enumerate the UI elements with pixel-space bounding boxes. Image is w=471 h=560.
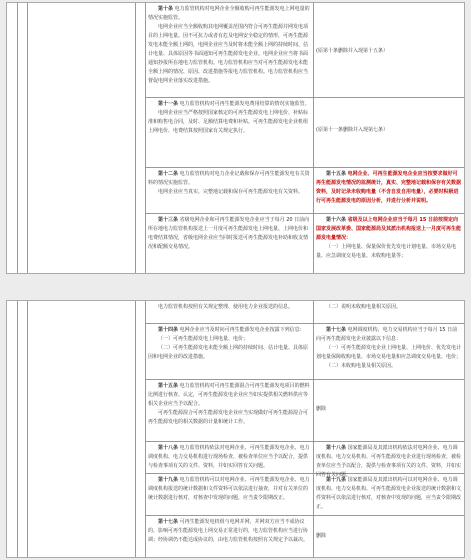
- table-cell: （二）说明未收购电量相关原因。: [326, 304, 402, 310]
- table-row: 第十三条 省级电网企业和可再生能源发电企业应当于每月 20 日前向所在地电力监管机构报送上一月度可再生能源发电上网电量、上网电价和电费结算情况，省级电网企业应当同时报送可再生能源发电补助和收支情况和配额交易情况。: [148, 217, 310, 250]
- table-row: 第十四条 电网企业应当及时向可再生能源发电企业按露下列信息： （一）可再生能源发电上网电量、电价； （二）可再生能源发电未能全额上网的持续时间、估计电量、具体原因和电网企业的改进措施。: [148, 327, 309, 360]
- table-cell: 第十七条 电网调度机构、电力交易机构应当于每月 15 日前向可再生能源发电企业披露以下信息： （一）可再生能源发电企业上网电量、上网电价、优先发电计划电量保障收购电量、市场交易电量和应急调度交易电量、电价； （二）未收购电量及相关原因。: [316, 327, 462, 369]
- table-row: 第十七条 可再生能源发电机组与电网并网，并网双方应当不成协议的，影响可再生能源发电上网交易正常进行的，电力监管机构应当进行协调；经协调仍不能达成协议的，由电力监管机构按照有关规定予以裁决。: [148, 519, 309, 543]
- table-cell: 第十九条 国家能源局及其派出机构可以对电网企业、电力调度机构、电力交易机构、可再生能源发电企业报送的统计数据和文件资料可以依法进行核对，对核查中发现的问题，应当责令限期改正。: [316, 477, 462, 510]
- table-row: 第十九条 电力监管机构可以对电网企业、可再生能源发电企业、电力调度机构报送的统计数据和文件资料可以依法进行抽查，并对有关单位的统计数据进行核对，对核查中发现的问题，应当责令限期改正。: [148, 477, 310, 501]
- table-cell: (原第十一条删除并入现第七条）: [316, 127, 388, 133]
- table-cell: 删除: [316, 406, 327, 412]
- table-row: 第十条 电力监管机构对电网企业全额收购可再生能源发电上网电量的情况实施监管。 电网企业应当全额收购其电网覆盖范围内符合可再生能源并网发电项目的上网电量。因不可抗力或者有危及电网安全稳定的情形，可再生能源发电未能全额上网的，电网企业应当及时将未能全额上网的持续时间、估计电量、具体原因等书面通知可再生能源发电企业。电网企业应当将书面通知抄报所在地电力监管机构。电力监管机构应当对可再生能源发电未能全额上网的情况、原因、改进措施等报电力监管机构。电力监管机构应当督促电网企业落实改进措施。: [148, 6, 310, 84]
- document-page-2: [6, 300, 465, 558]
- table-cell: 第十八条 国家能源局及其派出机构依法对电网企业、电力调度机构、电力交易机构、可再生能源发电企业进行现场检查，被检查单位应当予以配合，提供与检查事项有关的文件、资料，并如实回答有关问题。: [316, 445, 462, 478]
- table-row: 第十五条 电力监管机构对可再生能源混合可再生能源发电项目的燃料比例进行核查、认定，可再生能源发电企业应当如实提供相关燃料供应等相关企业应当予以配合。 可再生能源混合可再生能源发电企业应当实现做好可再生能源混合可再生能源发电的相关数据的计量和统计工作。: [148, 383, 310, 425]
- table-cell: 第十五条 电网企业、可再生能源发电企业应当按要求做好可再生能源发电情况的监测统计，真实、完整地记载和保存有关数据资料，及时记录未收购电量（不含自发自用电量），必要时积极进行可再生能源发电的原因分析，并进行分析并说明。: [316, 171, 462, 204]
- table-cell: 第十六条 省级及以上电网企业应当于每月 15 日前按规定向国家发展改革委、国家能源局及其派出机构报送上一月度可再生能源发电量情况： （一）上网电量、保量保价优先发电计划电量、市场交易电量、应急调度交易电量、未收购电量等；: [316, 217, 462, 259]
- table-row: 第十一条 电力监管机构对可再生能源发电费用结算的情况实施监管。 电网企业应当严格按照国家核定的可再生能源发电上网电价、补贴标准和购售电合同，及时、足额结算电费和补贴。可再生能源发电企业机组上网电价、电费结算按照国家有关规定执行。: [148, 101, 310, 134]
- document-page-1: [6, 2, 465, 274]
- table-row: 第十二条 电力监管机构对电力企业记载和保存可再生能源发电有关资料的情况实施监管。 电网企业应当真实、完整地记载和保存可再生能源发电有关资料。: [148, 171, 310, 195]
- table-cell: (原第十条删除并入现第十五条）: [316, 48, 388, 54]
- table-cell: 删除: [316, 533, 327, 539]
- table-row: 电力监管机构按照有关规定整理、使用电力企业报送的信息。: [158, 304, 294, 310]
- table-row: 第十八条 电力监管机构依法对电网企业、可再生能源发电企业、电力调度机构、电力交易机构进行现场检查，被检查单位应当予以配合，提供与检查事项有关的文件、资料，并如实回答有关问题。: [148, 445, 310, 469]
